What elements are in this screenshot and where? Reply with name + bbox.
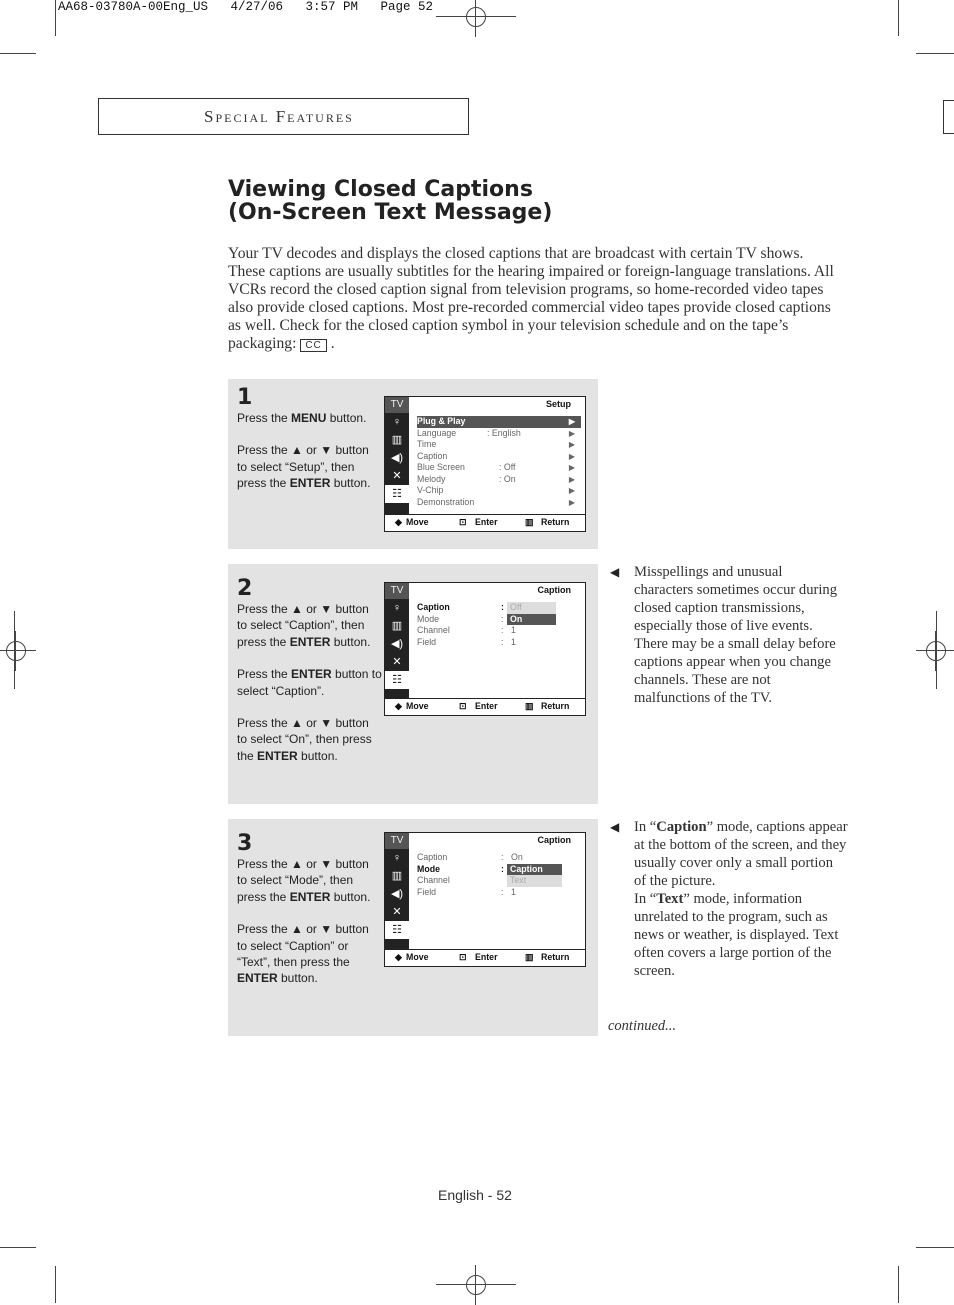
antenna-icon: ✕	[392, 470, 402, 482]
arrow-right-icon: ▶	[568, 440, 575, 449]
text: button to	[331, 667, 382, 682]
enter-key: ENTER	[237, 971, 278, 986]
text: the	[237, 748, 258, 763]
menu-item-caption[interactable]	[417, 451, 581, 463]
menu-item-demonstration[interactable]	[417, 497, 581, 509]
value: : On	[499, 473, 516, 484]
arrow-right-icon: ▶	[568, 474, 575, 484]
sound-icon: ▥	[391, 434, 403, 446]
registration-mark-icon	[916, 631, 954, 671]
cc-symbol-icon: CC	[300, 339, 326, 352]
crop-mark	[0, 1247, 36, 1248]
arrow-right-icon: ▶	[568, 428, 575, 438]
label: Caption	[417, 450, 448, 461]
move-label: Move	[406, 952, 429, 962]
osd-title: Setup	[545, 399, 571, 409]
value: 1	[511, 636, 516, 647]
intro-paragraph	[228, 245, 843, 353]
osd-setup-menu	[384, 396, 586, 532]
text: button.	[330, 889, 371, 904]
arrow-right-icon: ▶	[568, 463, 575, 472]
menu-item-time[interactable]	[417, 439, 581, 451]
value: 1	[511, 886, 516, 897]
sound-icon: ▥	[391, 870, 403, 882]
label: Field	[417, 886, 437, 897]
colon: :	[501, 852, 504, 862]
enter-key: ENTER	[257, 748, 298, 763]
print-header: AA68-03780A-00Eng_US 4/27/06 3:57 PM Page 52	[58, 0, 434, 14]
enter-icon: ⊡	[459, 517, 467, 527]
intro-text: Your TV decodes and displays the closed captions that are broadcast with certain TV shows. These captions are usually subtitles for the hearing impaired or foreign-language translations. All VCRs record the closed caption signal from television programs, so home-recorded video tapes also provide closed captions. Most pre-recorded commercial video tapes provide closed captions as well. Check for the closed caption symbol in your television schedule and on the tape’s packaging:	[228, 245, 834, 352]
intro-end: .	[330, 335, 335, 352]
menu-item-field[interactable]	[417, 637, 581, 649]
title-line-1: Viewing Closed Captions	[228, 177, 533, 202]
crop-mark	[898, 1266, 899, 1303]
osd-footer	[395, 949, 585, 966]
label: Melody	[417, 473, 446, 484]
osd-caption-menu	[384, 582, 586, 716]
osd-mode-menu	[384, 832, 586, 967]
return-icon: ▥	[525, 952, 534, 962]
label: Channel	[417, 875, 450, 885]
tv-label: TV	[385, 583, 409, 599]
text: In “	[634, 819, 657, 835]
text: button.	[326, 411, 367, 425]
registration-mark-icon	[0, 631, 36, 671]
crop-mark	[55, 0, 56, 36]
text: Press the ▲ or ▼ button	[237, 922, 369, 937]
label: Demonstration	[417, 496, 475, 507]
title-line-2: (On-Screen Text Message)	[228, 200, 553, 225]
text: to select “Setup”, then	[237, 459, 355, 474]
setup-icon: ☷	[385, 485, 409, 503]
text: to select “Caption” or	[237, 938, 349, 953]
menu-item-v-chip[interactable]	[417, 485, 581, 497]
text: press the	[237, 634, 290, 649]
menu-item-mode[interactable]	[417, 614, 581, 626]
setup-icon: ☷	[385, 921, 409, 939]
option-text[interactable]: Text	[507, 875, 562, 887]
step-3-instructions	[237, 856, 379, 1003]
enter-key: ENTER	[289, 476, 331, 491]
osd-sidebar	[385, 397, 409, 515]
label: Plug & Play	[417, 416, 466, 426]
osd-sidebar	[385, 833, 409, 950]
speaker-icon: ◀)	[390, 888, 404, 900]
osd-sidebar	[385, 583, 409, 699]
colon: :	[501, 625, 504, 635]
menu-item-caption[interactable]	[417, 852, 581, 864]
text: button.	[330, 476, 371, 491]
text: to select “Caption”, then	[237, 618, 365, 633]
move-icon: ◆	[395, 952, 402, 962]
crop-mark	[0, 53, 36, 54]
picture-icon: ♀	[392, 852, 402, 864]
return-label: Return	[541, 952, 570, 962]
text: Press the ▲ or ▼ button	[237, 716, 369, 731]
text-mode-term: Text	[656, 891, 684, 907]
value: : English	[487, 427, 521, 438]
label: Caption	[417, 602, 450, 612]
label: Mode	[417, 613, 440, 624]
osd-footer	[395, 698, 585, 715]
menu-item-caption[interactable]	[417, 602, 581, 614]
osd-title: Caption	[537, 835, 571, 845]
text: Press the ▲ or ▼ button	[237, 602, 369, 616]
value: : Off	[499, 462, 516, 472]
enter-key: ENTER	[291, 667, 332, 682]
step-1-panel	[228, 379, 598, 549]
setup-icon: ☷	[385, 671, 409, 689]
antenna-icon: ✕	[392, 656, 402, 668]
arrow-right-icon: ▶	[568, 486, 575, 495]
tv-label: TV	[385, 833, 409, 849]
colon: :	[501, 863, 504, 874]
option-caption[interactable]: Caption	[507, 864, 562, 876]
page-number: English - 52	[438, 1187, 512, 1203]
enter-icon: ⊡	[459, 952, 467, 962]
value: On	[511, 852, 523, 862]
osd-list	[417, 602, 581, 648]
arrow-right-icon: ▶	[568, 417, 575, 426]
enter-key: ENTER	[289, 889, 331, 904]
osd-list	[417, 416, 581, 508]
step-1-instructions	[237, 410, 379, 508]
speaker-icon: ◀)	[390, 638, 404, 650]
return-icon: ▥	[525, 701, 534, 711]
osd-list	[417, 852, 581, 898]
colon: :	[501, 886, 504, 897]
caption-mode-term: Caption	[656, 819, 707, 835]
menu-item-field[interactable]	[417, 887, 581, 899]
enter-label: Enter	[475, 701, 498, 711]
text: ” mode, captions appear at the bottom of the screen, and they usually cover only a small portion of the picture.	[634, 819, 848, 889]
label: Channel	[417, 625, 450, 635]
page-tab	[943, 100, 954, 134]
move-icon: ◆	[395, 517, 402, 527]
crop-mark	[55, 1266, 56, 1303]
option-off[interactable]: Off	[507, 602, 556, 614]
move-icon: ◆	[395, 701, 402, 711]
speaker-icon: ◀)	[390, 452, 404, 464]
page-title	[228, 178, 552, 224]
text: In “	[634, 891, 657, 907]
text: select “Caption”.	[237, 683, 325, 698]
arrow-right-icon: ▶	[568, 451, 575, 461]
enter-key: ENTER	[289, 634, 331, 649]
menu-item-language[interactable]	[417, 428, 581, 440]
picture-icon: ♀	[392, 602, 402, 614]
label: Time	[417, 439, 437, 449]
step-2-panel	[228, 564, 598, 804]
colon: :	[501, 613, 504, 624]
return-icon: ▥	[525, 517, 534, 527]
menu-item-channel[interactable]	[417, 625, 581, 637]
section-title: Special Features	[204, 107, 354, 126]
continued-label: continued...	[608, 1018, 677, 1034]
label: Language	[417, 427, 457, 438]
osd-footer	[395, 514, 585, 531]
enter-label: Enter	[475, 952, 498, 962]
option-on[interactable]: On	[507, 614, 556, 626]
text: press the	[237, 476, 290, 491]
text: button.	[297, 748, 338, 763]
text: button.	[277, 971, 318, 986]
text: to select “Mode”, then	[237, 873, 354, 888]
antenna-icon: ✕	[392, 906, 402, 918]
note-pointer-icon: ◀	[610, 820, 620, 834]
menu-item-melody[interactable]	[417, 474, 581, 486]
picture-icon: ♀	[392, 416, 402, 428]
text: button.	[330, 634, 371, 649]
text: to select “On”, then press	[237, 732, 372, 747]
step-2-instructions	[237, 601, 382, 780]
registration-mark-icon	[456, 1265, 496, 1305]
return-label: Return	[541, 517, 570, 527]
enter-label: Enter	[475, 517, 498, 527]
move-label: Move	[406, 701, 429, 711]
label: Field	[417, 636, 437, 647]
text: Press the ▲ or ▼ button	[237, 443, 369, 458]
move-label: Move	[406, 517, 429, 527]
tv-label: TV	[385, 397, 409, 413]
text: Press the ▲ or ▼ button	[237, 857, 369, 871]
colon: :	[501, 602, 504, 612]
text: “Text”, then press the	[237, 955, 350, 970]
text: ” mode, information unrelated to the program, such as news or weather, is displayed. Text often covers a large portion of the screen.	[634, 891, 839, 979]
registration-mark-icon	[456, 0, 496, 37]
section-header	[98, 98, 469, 135]
crop-mark	[916, 53, 954, 54]
osd-title: Caption	[537, 585, 571, 595]
text: Press the	[237, 411, 292, 425]
step-number: 2	[237, 576, 253, 601]
sound-icon: ▥	[391, 620, 403, 632]
crop-mark	[916, 1247, 954, 1248]
label: V-Chip	[417, 485, 444, 495]
crop-mark	[898, 0, 899, 36]
colon: :	[501, 636, 504, 647]
step-3-panel	[228, 819, 598, 1036]
enter-icon: ⊡	[459, 701, 467, 711]
menu-item-plug-play[interactable]	[417, 416, 581, 428]
note-modes	[634, 818, 848, 980]
menu-key: MENU	[291, 411, 327, 425]
text: Press the	[237, 667, 292, 682]
label: Mode	[417, 863, 440, 874]
label: Blue Screen	[417, 462, 465, 472]
return-label: Return	[541, 701, 570, 711]
menu-item-blue-screen[interactable]	[417, 462, 581, 474]
step-number: 1	[237, 385, 253, 410]
value: 1	[511, 625, 516, 635]
note-pointer-icon: ◀	[610, 565, 620, 579]
arrow-right-icon: ▶	[568, 497, 575, 507]
note-misspellings: Misspellings and unusual characters sometimes occur during closed caption transmissions, especially those of live events. There may be a small delay before captions appear when you change channels. These are not malfunctions of the TV.	[634, 564, 838, 706]
text: press the	[237, 889, 290, 904]
step-number: 3	[237, 831, 253, 856]
label: Caption	[417, 852, 448, 862]
